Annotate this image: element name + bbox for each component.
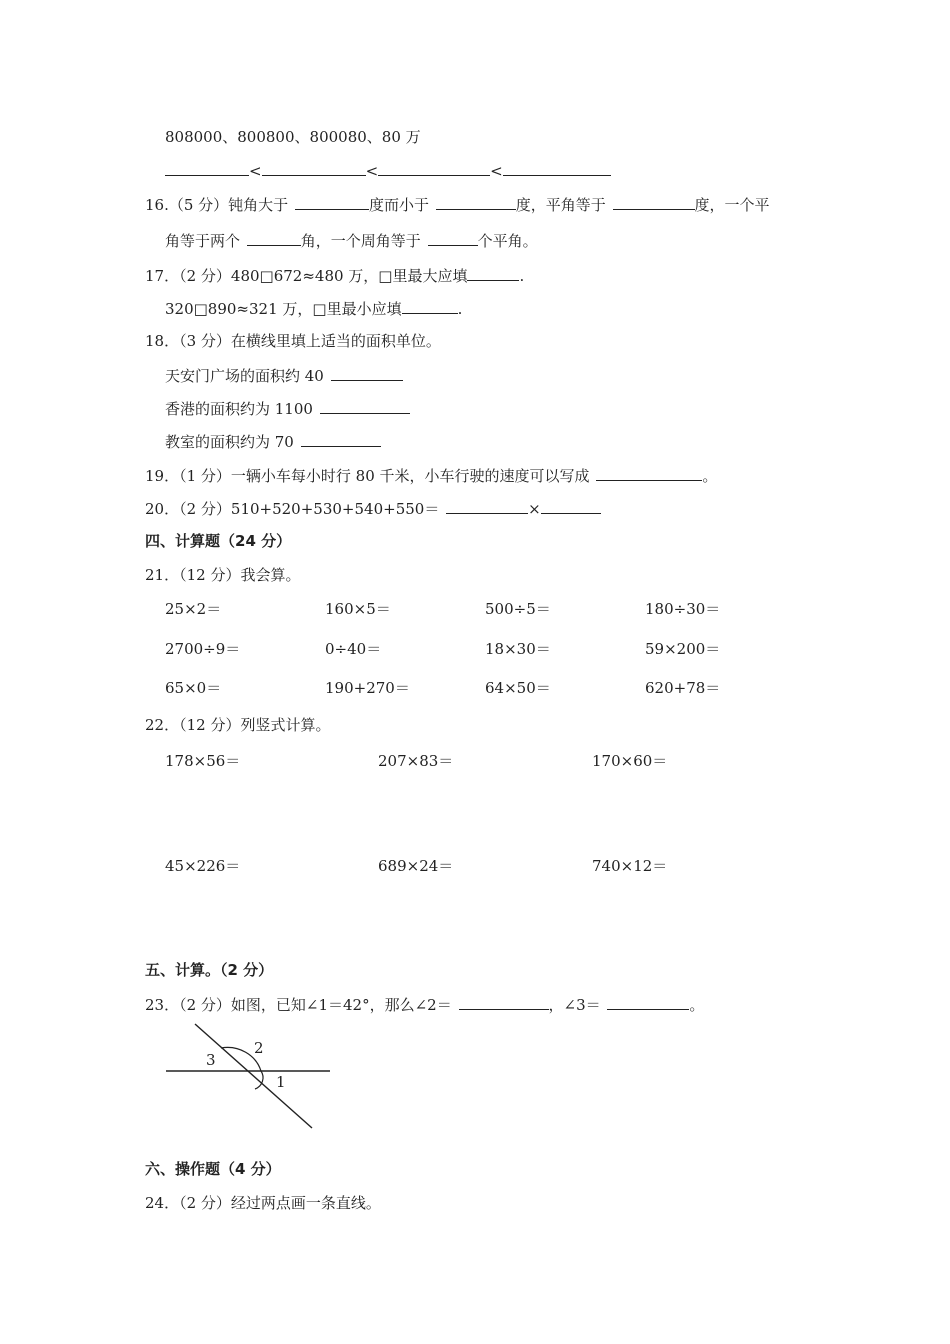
q21-item: 160×5＝ <box>325 600 391 618</box>
q18-text: 香港的面积约为 1100 <box>165 400 313 418</box>
answer-blank[interactable] <box>613 194 695 210</box>
q17-line2 <box>165 298 462 319</box>
q18-text: 教室的面积约为 70 <box>165 433 294 451</box>
angle-figure <box>160 1018 340 1133</box>
answer-blank[interactable] <box>428 230 478 246</box>
q22-head: 22．（12 分）列竖式计算。 <box>145 716 331 734</box>
q20-text: 20．（2 分）510+520+530+540+550＝ <box>145 500 440 518</box>
q16-text: 个平角。 <box>477 232 538 250</box>
q23-end: 。 <box>689 996 705 1014</box>
answer-blank[interactable] <box>378 160 490 176</box>
q18-item <box>165 365 403 386</box>
angle-label-2: 2 <box>254 1039 264 1057</box>
answer-blank[interactable] <box>320 398 410 414</box>
q22-item: 45×226＝ <box>165 857 241 875</box>
q21-item: 180÷30＝ <box>645 600 721 618</box>
q21-item: 0÷40＝ <box>325 640 382 658</box>
q21-item: 620+78＝ <box>645 679 721 697</box>
q16-text: 度，一个平 <box>694 196 770 214</box>
q22-item: 178×56＝ <box>165 752 241 770</box>
q16-head: 16.（5 分）钝角大于 <box>145 196 289 214</box>
less-than-sign: < <box>365 162 379 180</box>
q19 <box>145 465 717 486</box>
q19-text: 19．（1 分）一辆小车每小时行 80 千米，小车行驶的速度可以写成 <box>145 467 590 485</box>
answer-blank[interactable] <box>596 465 702 481</box>
q22-item: 207×83＝ <box>378 752 454 770</box>
q22-item: 740×12＝ <box>592 857 668 875</box>
q16-text: 角等于两个 <box>165 232 241 250</box>
q20 <box>145 498 601 519</box>
q21-item: 18×30＝ <box>485 640 551 658</box>
q17-line1 <box>145 265 524 286</box>
q21-item: 500÷5＝ <box>485 600 551 618</box>
answer-blank[interactable] <box>541 498 601 514</box>
answer-blank[interactable] <box>503 160 611 176</box>
q21-item: 25×2＝ <box>165 600 222 618</box>
answer-blank[interactable] <box>446 498 528 514</box>
q21-item: 64×50＝ <box>485 679 551 697</box>
answer-blank[interactable] <box>436 194 516 210</box>
answer-blank[interactable] <box>402 298 458 314</box>
q22-item: 170×60＝ <box>592 752 668 770</box>
q16-line2 <box>165 230 538 251</box>
less-than-sign: < <box>490 162 503 180</box>
q18-item <box>165 398 410 419</box>
answer-blank[interactable] <box>607 994 689 1010</box>
answer-blank[interactable] <box>295 194 369 210</box>
q17-text: 320□890≈321 万，□里最小应填 <box>165 300 402 318</box>
section-4-title: 四、计算题（24 分） <box>145 532 292 550</box>
answer-blank[interactable] <box>459 994 549 1010</box>
q17-period: . <box>457 300 463 318</box>
q15-compare-row <box>165 160 611 181</box>
q24: 24．（2 分）经过两点画一条直线。 <box>145 1194 381 1212</box>
q23 <box>145 994 704 1015</box>
q22-item: 689×24＝ <box>378 857 454 875</box>
q21-item: 59×200＝ <box>645 640 721 658</box>
q21-item: 2700÷9＝ <box>165 640 241 658</box>
q18-head: 18．（3 分）在横线里填上适当的面积单位。 <box>145 332 441 350</box>
answer-blank[interactable] <box>262 160 366 176</box>
angle-label-3: 3 <box>206 1051 216 1069</box>
q17-period: . <box>519 267 525 285</box>
q16-text: 度而小于 <box>368 196 429 214</box>
section-6-title: 六、操作题（4 分） <box>145 1160 281 1178</box>
q17-text: 17．（2 分）480□672≈480 万，□里最大应填 <box>145 267 468 285</box>
angle-label-1: 1 <box>276 1073 286 1091</box>
answer-blank[interactable] <box>301 431 381 447</box>
q23-text: 23．（2 分）如图，已知∠1＝42°，那么∠2＝ <box>145 996 452 1014</box>
section-5-title: 五、计算。（2 分） <box>145 961 274 979</box>
answer-blank[interactable] <box>247 230 301 246</box>
q21-head: 21．（12 分）我会算。 <box>145 566 301 584</box>
q18-item <box>165 431 381 452</box>
times-sign: × <box>528 500 541 518</box>
q15-numbers: 808000、800800、800080、80 万 <box>165 128 421 146</box>
less-than-sign: < <box>249 162 262 180</box>
q16-text: 度，平角等于 <box>515 196 606 214</box>
q21-item: 190+270＝ <box>325 679 410 697</box>
answer-blank[interactable] <box>467 265 519 281</box>
q23-text: ，∠3＝ <box>548 996 601 1014</box>
q21-item: 65×0＝ <box>165 679 222 697</box>
q16-line1 <box>145 194 770 215</box>
q16-text: 角，一个周角等于 <box>300 232 421 250</box>
q18-text: 天安门广场的面积约 40 <box>165 367 324 385</box>
answer-blank[interactable] <box>165 160 249 176</box>
q19-end: 。 <box>702 467 718 485</box>
answer-blank[interactable] <box>331 365 403 381</box>
